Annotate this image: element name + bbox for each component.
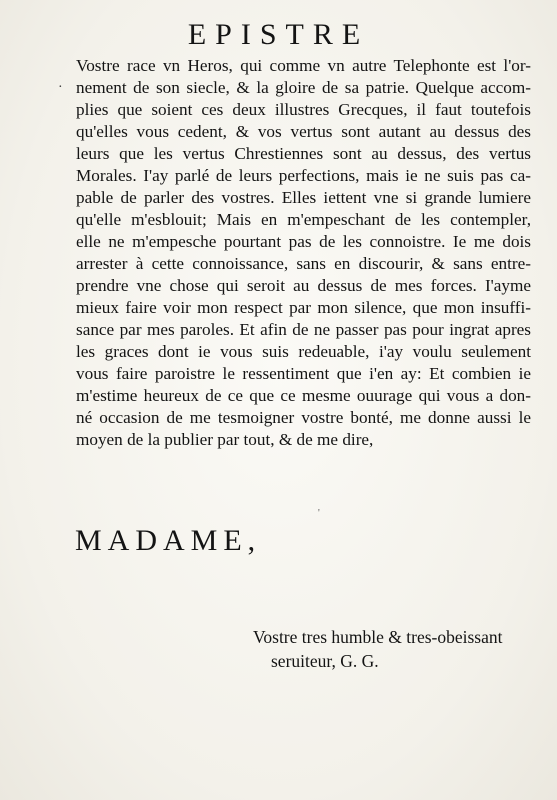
body-line: moyen de la publier par tout, & de me dire,	[76, 430, 374, 449]
body-line: vous faire paroistre le ressentiment que i'en ay: Et combien ie	[76, 364, 531, 383]
body-line: les graces dont ie vous suis redeuable, i'ay voulu seulement	[76, 342, 531, 361]
body-line: Morales. I'ay parlé de leurs perfections, mais ie ne suis pas ca-	[76, 166, 531, 185]
body-line: elle ne m'empesche pourtant pas de les connoistre. Ie me dois	[76, 232, 531, 251]
salutation: MADAME,	[75, 524, 262, 557]
signature-line-1: Vostre tres humble & tres-obeissant	[253, 627, 503, 647]
signature-line-2: seruiteur, G. G.	[271, 651, 379, 671]
epistle-body	[76, 55, 531, 451]
signature-block	[253, 625, 503, 673]
body-line: qu'elles vous cedent, & vos vertus sont autant au dessus des	[76, 122, 531, 141]
body-line: né occasion de me tesmoigner vostre bonté, me donne aussi le	[76, 408, 531, 427]
body-line: leurs que les vertus Chrestiennes sont au dessus, des vertus	[76, 144, 531, 163]
margin-mark: ·	[58, 80, 63, 95]
ink-speck: '	[318, 508, 320, 519]
body-line: qu'elle m'esblouit; Mais en m'empeschant de les contempler,	[76, 210, 531, 229]
body-line: pable de parler des vostres. Elles iettent vne si grande lumiere	[76, 188, 531, 207]
body-line: sance par mes paroles. Et afin de ne passer pas pour ingrat apres	[76, 320, 531, 339]
body-line: nement de son siecle, & la gloire de sa patrie. Quelque accom-	[76, 78, 531, 97]
page-header-title: EPISTRE	[187, 18, 370, 51]
body-line: prendre vne chose qui seroit au dessus de mes forces. I'ayme	[76, 276, 531, 295]
body-line: m'estime heureux de ce que ce mesme ouurage qui vous a don-	[76, 386, 531, 405]
body-line: plies que soient ces deux illustres Grecques, il faut toutefois	[76, 100, 531, 119]
body-line: arrester à cette connoissance, sans en discourir, & sans entre-	[76, 254, 531, 273]
body-line: mieux faire voir mon respect par mon silence, que mon insuffi-	[76, 298, 531, 317]
body-line: Vostre race vn Heros, qui comme vn autre Telephonte est l'or-	[76, 56, 531, 75]
